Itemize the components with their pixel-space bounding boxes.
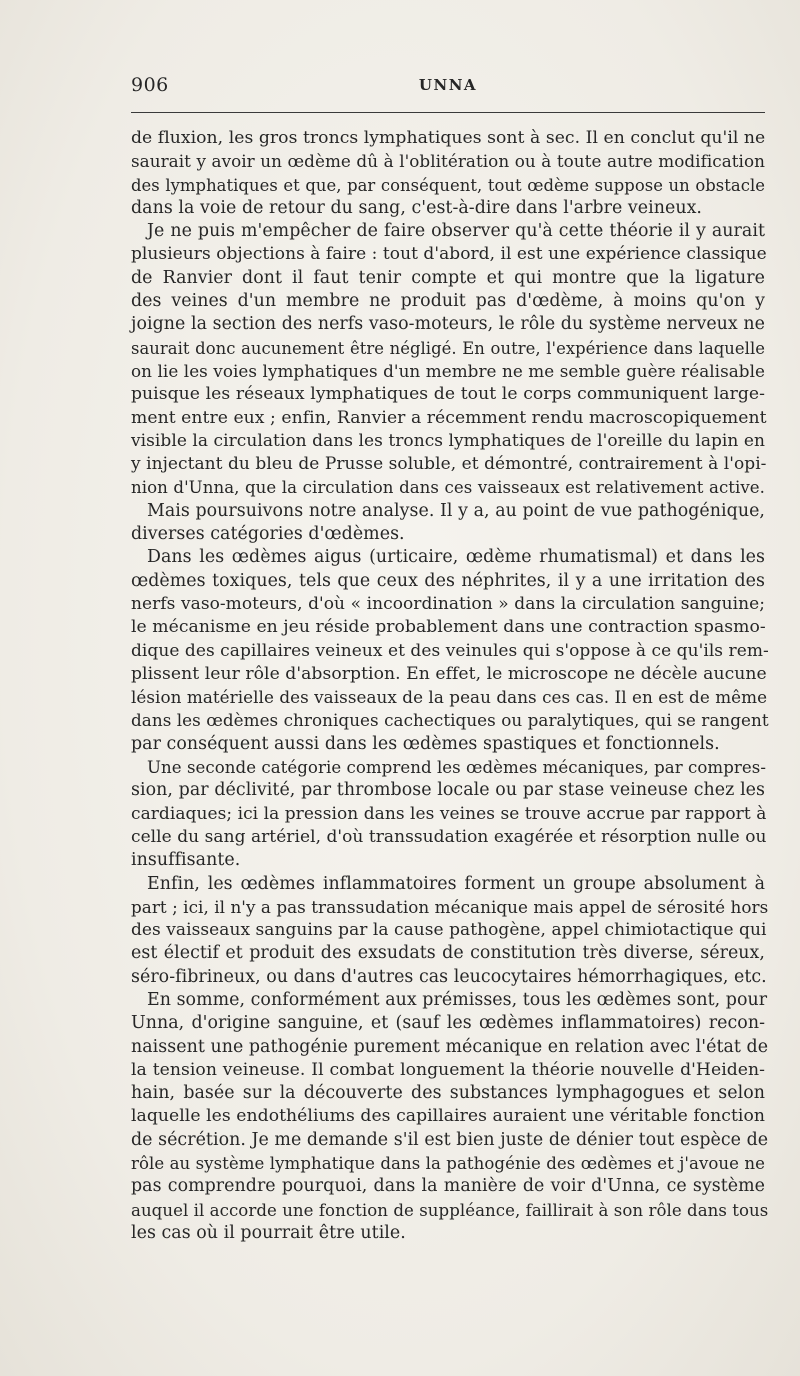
- body-text: [131, 127, 769, 1245]
- text-line: auquel il accorde une fonction de suppléance, faillirait à son rôle dans tous: [131, 1200, 769, 1220]
- text-line: hain, basée sur la découverte des substances lymphagogues et selon: [131, 1083, 765, 1104]
- text-line: des lymphatiques et que, par conséquent, tout œdème suppose un obstacle: [131, 175, 765, 195]
- text-line: dique des capillaires veineux et des veinules qui s'oppose à ce qu'ils rem-: [131, 640, 769, 661]
- text-line: part ; ici, il n'y a pas transsudation mécanique mais appel de sérosité hors: [131, 896, 769, 917]
- header-rule: [131, 112, 765, 113]
- text-line: naissent une pathogénie purement mécanique en relation avec l'état de: [131, 1036, 769, 1057]
- text-line: sion, par déclivité, par thrombose locale ou par stase veineuse chez les: [131, 780, 765, 801]
- text-line: ment entre eux ; enfin, Ranvier a récemment rendu macroscopiquement: [131, 407, 767, 428]
- text-line: dans les œdèmes chroniques cachectiques ou paralytiques, qui se rangent: [131, 710, 769, 731]
- text-line: plissent leur rôle d'absorption. En effet, le microscope ne décèle aucune: [131, 663, 767, 684]
- text-line: les cas où il pourrait être utile.: [131, 1222, 406, 1243]
- page-header: [131, 74, 765, 104]
- text-line: de Ranvier dont il faut tenir compte et qui montre que la ligature: [131, 267, 765, 288]
- text-line: insuffisante.: [131, 850, 241, 871]
- text-line: En somme, conformément aux prémisses, tous les œdèmes sont, pour: [147, 989, 768, 1010]
- text-line: des veines d'un membre ne produit pas d'œdème, à moins qu'on y: [131, 291, 765, 312]
- text-line: Unna, d'origine sanguine, et (sauf les œdèmes inflammatoires) recon-: [131, 1013, 765, 1034]
- text-line: le mécanisme en jeu réside probablement dans une contraction spasmo-: [131, 617, 766, 638]
- running-head: UNNA: [418, 76, 478, 94]
- text-line: lésion matérielle des vaisseaux de la peau dans ces cas. Il en est de même: [131, 687, 768, 708]
- text-line: la tension veineuse. Il combat longuement la théorie nouvelle d'Heiden-: [131, 1059, 765, 1080]
- text-line: des vaisseaux sanguins par la cause pathogène, appel chimiotactique qui: [131, 920, 767, 941]
- text-line: saurait donc aucunement être négligé. En outre, l'expérience dans laquelle: [131, 338, 765, 358]
- text-line: dans la voie de retour du sang, c'est-à-dire dans l'arbre veineux.: [131, 197, 703, 218]
- text-line: saurait y avoir un œdème dû à l'oblitération ou à toute autre modification: [131, 151, 765, 172]
- text-line: visible la circulation dans les troncs lymphatiques de l'oreille du lapin en: [131, 430, 765, 451]
- text-line: Mais poursuivons notre analyse. Il y a, au point de vue pathogénique,: [147, 500, 765, 521]
- text-line: nion d'Unna, que la circulation dans ces vaisseaux est relativement active.: [131, 478, 765, 498]
- text-line: nerfs vaso-moteurs, d'où « incoordination » dans la circulation sanguine;: [131, 593, 765, 614]
- text-line: Je ne puis m'empêcher de faire observer qu'à cette théorie il y aurait: [147, 221, 765, 242]
- text-line: est électif et produit des exsudats de constitution très diverse, séreux,: [131, 943, 765, 964]
- text-line: de fluxion, les gros troncs lymphatiques sont à sec. Il en conclut qu'il ne: [131, 128, 766, 148]
- text-line: par conséquent aussi dans les œdèmes spastiques et fonctionnels.: [131, 733, 720, 754]
- text-line: cardiaques; ici la pression dans les veines se trouve accrue par rapport à: [131, 803, 767, 824]
- text-line: œdèmes toxiques, tels que ceux des néphrites, il y a une irritation des: [131, 570, 765, 591]
- text-line: Une seconde catégorie comprend les œdèmes mécaniques, par compres-: [147, 758, 766, 778]
- text-line: on lie les voies lymphatiques d'un membre ne me semble guère réalisable: [131, 360, 765, 381]
- text-line: puisque les réseaux lymphatiques de tout le corps communiquent large-: [131, 384, 765, 405]
- text-line: pas comprendre pourquoi, dans la manière de voir d'Unna, ce système: [131, 1176, 765, 1197]
- text-line: laquelle les endothéliums des capillaires auraient une véritable fonction: [131, 1106, 765, 1127]
- page-number: 906: [131, 74, 169, 96]
- text-line: joigne la section des nerfs vaso-moteurs, le rôle du système nerveux ne: [131, 314, 765, 335]
- text-line: de sécrétion. Je me demande s'il est bien juste de dénier tout espèce de: [131, 1129, 769, 1150]
- text-line: diverses catégories d'œdèmes.: [131, 524, 405, 545]
- text-line: séro-fibrineux, ou dans d'autres cas leucocytaires hémorrhagiques, etc.: [131, 966, 767, 987]
- text-line: rôle au système lymphatique dans la pathogénie des œdèmes et j'avoue ne: [131, 1154, 765, 1174]
- text-line: y injectant du bleu de Prusse soluble, et démontré, contrairement à l'opi-: [131, 454, 767, 475]
- text-line: plusieurs objections à faire : tout d'abord, il est une expérience classique: [131, 244, 767, 265]
- text-line: Enfin, les œdèmes inflammatoires forment un groupe absolument à: [147, 873, 765, 894]
- text-line: Dans les œdèmes aigus (urticaire, œdème rhumatismal) et dans les: [147, 547, 765, 568]
- text-line: celle du sang artériel, d'où transsudation exagérée et résorption nulle ou: [131, 826, 767, 847]
